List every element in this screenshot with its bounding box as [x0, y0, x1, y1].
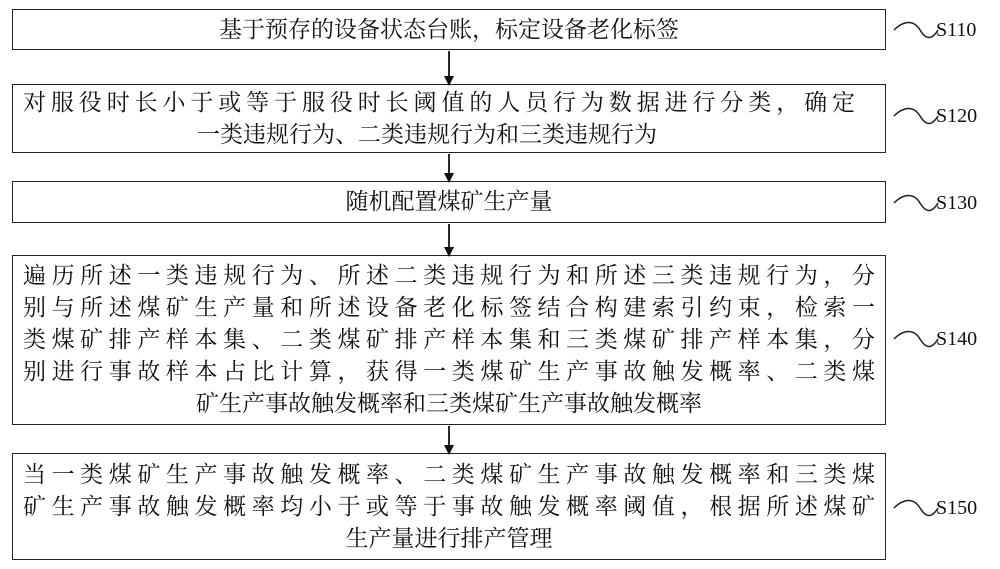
step-label-s130: S130 — [936, 192, 978, 214]
leader-s120 — [894, 109, 938, 124]
step-s140-line-4: 别进行事故样本占比计算，获得一类煤矿生产事故触发概率、二类煤 — [23, 359, 875, 385]
step-s140-line-1: 遍历所述一类违规行为、所述二类违规行为和所述三类违规行为，分 — [23, 263, 875, 289]
step-s150-line-1: 当一类煤矿生产事故触发概率、二类煤矿生产事故触发概率和三类煤 — [23, 461, 875, 488]
step-label-s110: S110 — [936, 19, 977, 41]
step-s110-line-1: 基于预存的设备状态台账，标定设备老化标签 — [219, 16, 679, 43]
step-label-s150: S150 — [936, 497, 978, 519]
leader-s110 — [894, 23, 938, 38]
step-s130-line-1: 随机配置煤矿生产量 — [345, 189, 553, 215]
step-s150-line-3: 生产量进行排产管理 — [345, 525, 553, 552]
step-s120-line-2: 一类违规行为、二类违规行为和三类违规行为 — [197, 121, 657, 148]
step-s150-line-2: 矿生产事故触发概率均小于或等于事故触发概率阈值，根据所述煤矿 — [23, 493, 875, 520]
step-s140-line-5: 矿生产事故触发概率和三类煤矿生产事故触发概率 — [196, 391, 702, 417]
step-s120-line-1: 对服役时长小于或等于服役时长阈值的人员行为数据进行分类，确定 — [23, 89, 855, 116]
leader-s130 — [894, 196, 938, 211]
step-label-s120: S120 — [936, 105, 978, 127]
leader-s150 — [894, 501, 938, 516]
step-label-s140: S140 — [936, 328, 978, 350]
step-s140-line-3: 类煤矿排产样本集、二类煤矿排产样本集和三类煤矿排产样本集，分 — [23, 327, 875, 353]
step-s140-line-2: 别与所述煤矿生产量和所述设备老化标签结合构建索引约束，检索一 — [23, 295, 875, 321]
leader-s140 — [894, 332, 938, 347]
